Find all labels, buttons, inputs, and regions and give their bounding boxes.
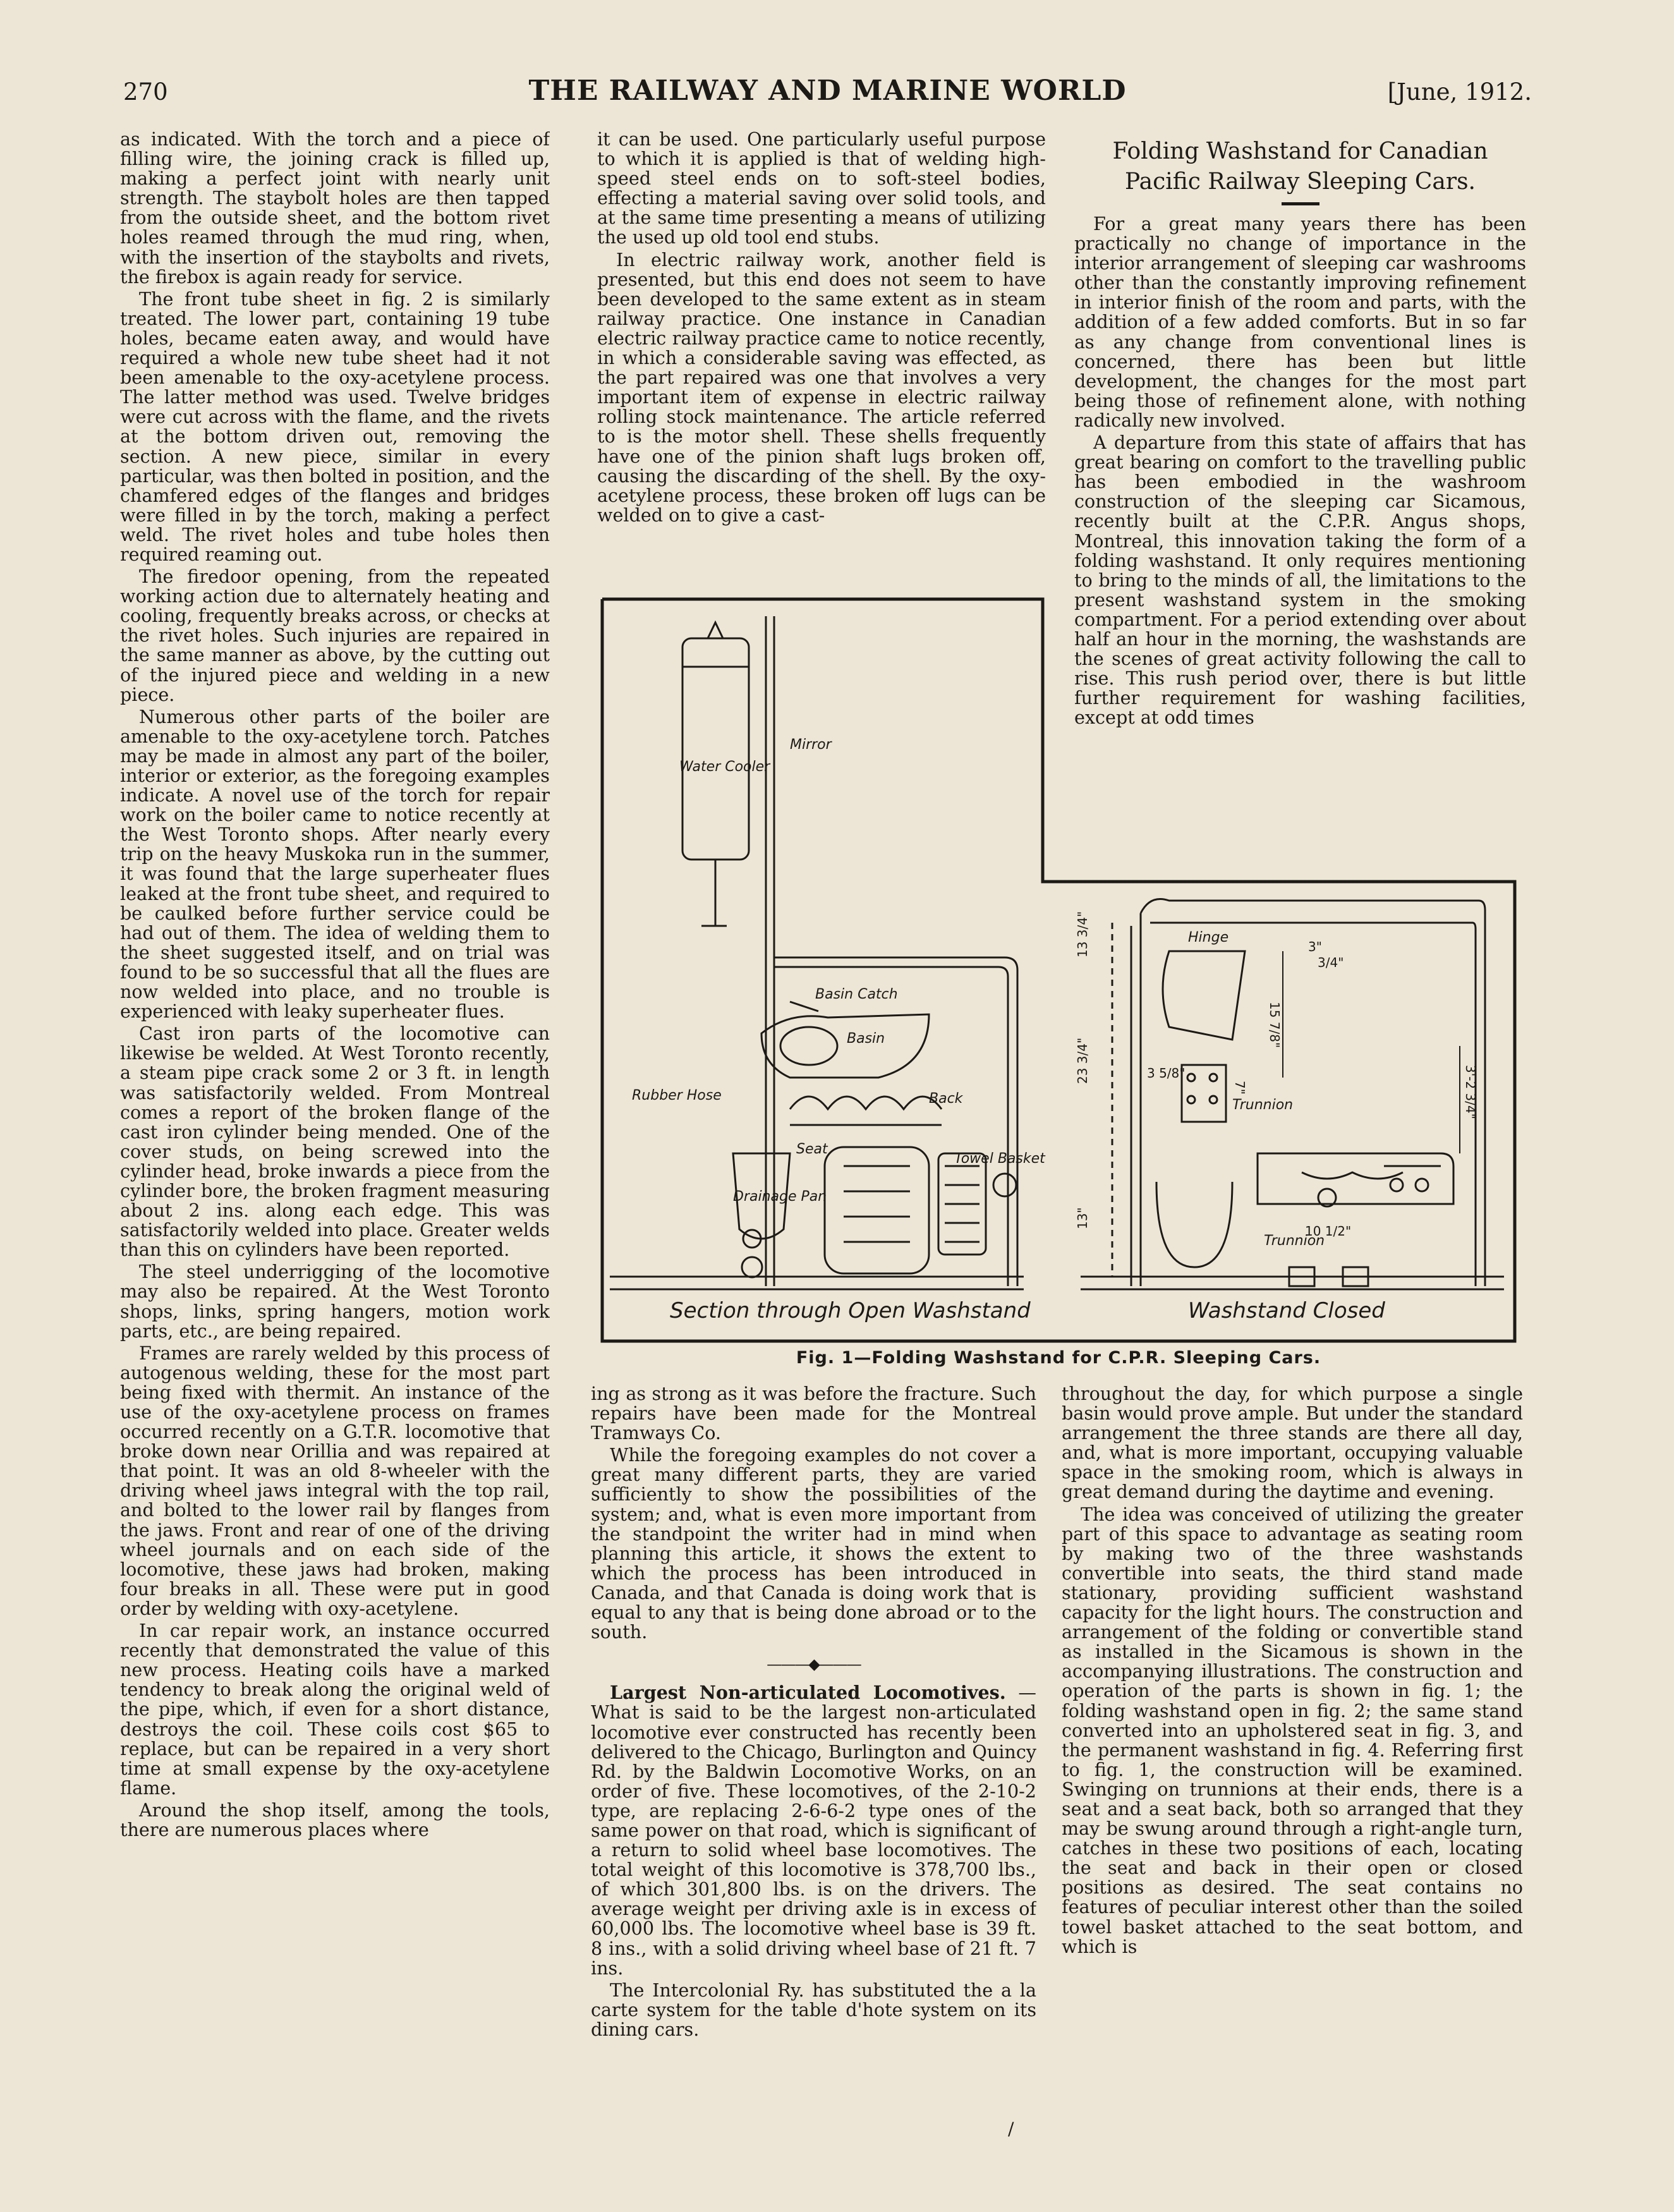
figure-washstand <box>600 597 1517 1343</box>
article-title: Folding Washstand for Canadian Pacific Railway Sleeping Cars. <box>1112 138 1488 195</box>
washstand-drawing <box>600 597 1517 1343</box>
dim-label: 3" <box>1308 939 1322 954</box>
paragraph <box>591 1683 1036 1978</box>
label-seat: Seat <box>796 1141 828 1157</box>
paragraph: throughout the day, for which purpose a single basin would prove ample. But under the standard arrangement the three stands are there all day, and, what is more important, occupying valuable space in the smoking room, which is always in great demand during the daytime and evening. <box>1062 1384 1523 1503</box>
dim-label: 15 7/8" <box>1267 1002 1282 1048</box>
dim-label: 3'-2 3/4" <box>1463 1065 1478 1119</box>
label-drainage-pan: Drainage Pan <box>733 1189 827 1205</box>
column-2-top <box>597 130 1046 597</box>
issue-date: [June, 1912. <box>1387 78 1532 106</box>
paragraph: Numerous other parts of the boiler are amenable to the oxy-acetylene torch. Patches may be made in almost any part of the boiler, interior or exterior, as the foregoing examples indicate. A novel use of the torch for repair work on the boiler came to notice recently at the West Toronto shops. After nearly every trip on the heavy Muskoka run in the summer, it was found that the large superheater flues leaked at the front tube sheet, and required to be caulked before further service could be had out of them. The idea of welding them to the sheet suggested itself, and on trial was found to be so successful that all the flues are now welded into place, and no trouble is experienced with leaky superheater flues. <box>120 705 550 1023</box>
paragraph: The front tube sheet in fig. 2 is similarly treated. The lower part, containing 19 tube holes, became eaten away, and would have required a whole new tube sheet had it not been amenable to the oxy-acetylene process. The latter method was used. Twelve bridges were cut across with the flame, and the rivets at the bottom driven out, removing the section. A new piece, similar in every particular, was then bolted in position, and the chamfered edges of the flanges and bridges were filled in by the torch, making a perfect weld. The rivet holes and tube holes then required reaming out. <box>120 288 550 565</box>
subhead: Largest Non-articulated Locomotives. <box>610 1682 1006 1704</box>
paragraph: The Intercolonial Ry. has substituted the a la carte system for the table d'hote system on its dining cars. <box>591 1979 1036 2040</box>
paragraph: The firedoor opening, from the repeated working action due to alternately heating and cooling, frequently breaks across, or checks at the rivet holes. Such injuries are repaired in the same manner as above, by the cutting out of the injured piece and welding in a new piece. <box>120 566 550 705</box>
title-rule <box>1282 202 1319 205</box>
paragraph: For a great many years there has been practically no change of importance in the interior arrangement of sleeping car washrooms other than the constantly improving refinement in interior finish of the room and parts, with the addition of a few added comforts. But in so far as any change from conventional lines is concerned, there has been but little development, the changes for the most part being those of refinement alone, with nothing radically new involved. <box>1074 213 1526 431</box>
column-1 <box>120 130 550 2076</box>
paragraph: The idea was conceived of utilizing the greater part of this space to advantage as seating room by making two of the three washstands convertible into seats, the third stand made stationary, providing sufficient washstand capacity for the light hours. The construction and arrangement of the folding or convertible stand as installed in the Sicamous is shown in the accompanying illustrations. The construction and operation of the parts is shown in fig. 1; the folding washstand open in fig. 2; the same stand converted into an upholstered seat in fig. 3, and the permanent washstand in fig. 4. Referring first to fig. 1, the construction will be examined. Swinging on trunnions at their ends, there is a seat and a seat back, both so arranged that they may be swung around through a right-angle turn, catches in these two positions of each, locating the seat and back in their open or closed positions as desired. The seat contains no features of peculiar interest other than the soiled towel basket attached to the seat bottom, and which is <box>1062 1503 1523 1957</box>
dim-label: 3/4" <box>1318 955 1344 970</box>
label-hinge: Hinge <box>1188 930 1229 945</box>
dim-label: 23 3/4" <box>1075 1037 1090 1084</box>
dim-label: 13 3/4" <box>1075 911 1090 957</box>
paragraph: While the foregoing examples do not cover a great many different parts, they are varied sufficiently to show the possibilities of the system; and, what is even more important from the standpoint the writer had in mind when planning this article, it shows the extent to which the process has been introduced in Canada, and that Canada is doing work that is equal to any that is being done abroad or to the south. <box>591 1444 1036 1643</box>
label-towel-basket: Towel Basket <box>954 1151 1045 1167</box>
column-3-bottom <box>1062 1384 1523 2076</box>
subhead-text: —What is said to be the largest non-articulated locomotive ever constructed has recently been delivered to the Chicago, Burlington and Quincy Rd. by the Baldwin Locomotive Works, on an order of five. These locomotives, of the 2-10-2 type, are replacing 2-6-6-2 type ones of the same power on that road, which is significant of a return to solid wheel base locomotives. The total weight of this locomotive is 378,700 lbs., of which 301,800 lbs. is on the drivers. The average weight per driving axle is in excess of 60,000 lbs. The locomotive wheel base is 39 ft. 8 ins., with a solid driving wheel base of 21 ft. 7 ins. <box>591 1682 1036 1979</box>
paragraph: Around the shop itself, among the tools, there are numerous places where <box>120 1799 550 1840</box>
dim-label: 13" <box>1075 1207 1090 1229</box>
paragraph: Cast iron parts of the locomotive can likewise be welded. At West Toronto recently, a steam pipe crack some 2 or 3 ft. in length was satisfactorily welded. From Montreal comes a report of the broken flange of the cast iron cylinder being mended. One of the cover studs, on being screwed into the cylinder head, broke inwards a piece from the cylinder bore, the broken fragment measuring about 2 ins. along each edge. This was satisfactorily welded into place. Greater welds than this on cylinders have been reported. <box>120 1023 550 1261</box>
page-header <box>123 75 1532 119</box>
label-basin: Basin <box>847 1031 885 1047</box>
dim-label: 7" <box>1232 1081 1247 1095</box>
label-basin-catch: Basin Catch <box>815 987 898 1002</box>
paragraph: ing as strong as it was before the fracture. Such repairs have been made for the Montreal Tramways Co. <box>591 1384 1036 1444</box>
label-trunnion-upper: Trunnion <box>1232 1097 1294 1113</box>
footer-mark: / <box>1008 2118 1014 2139</box>
figure-right-title: Washstand Closed <box>1188 1298 1385 1323</box>
figure-caption: Fig. 1—Folding Washstand for C.P.R. Sleeping Cars. <box>796 1348 1321 1368</box>
label-water-cooler: Water Cooler <box>679 759 770 775</box>
column-2-bottom <box>591 1384 1036 2076</box>
paragraph: as indicated. With the torch and a piece of filling wire, the joining crack is filled up, making a perfect joint with nearly unit strength. The staybolt holes are then tapped from the outside sheet, and the bottom rivet holes reamed through the mud ring, when, with the insertion of the staybolts and rivets, the firebox is again ready for service. <box>120 130 550 288</box>
paragraph: A departure from this state of affairs that has great bearing on comfort to the travelling public has been embodied in the washroom construction of the sleeping car Sicamous, recently built at the C.P.R. Angus shops, Montreal, this innovation taking the form of a folding washstand. It only requires mentioning to bring to the minds of all, the limitations to the present washstand system in the smoking compartment. For a period extending over about half an hour in the morning, the washstands are the scenes of great activity following the call to rise. This rush period over, there is but little further requirement for washing facilities, except at odd times <box>1074 432 1526 729</box>
figure-left-title: Section through Open Washstand <box>670 1298 1031 1323</box>
dim-label: 3 5/8" <box>1147 1066 1186 1081</box>
paragraph: it can be used. One particularly useful purpose to which it is applied is that of welding high-speed steel ends on to soft-steel bodies, effecting a material saving over solid tools, and at the same time presenting a means of utilizing the used up old tool end stubs. <box>597 130 1046 248</box>
label-mirror: Mirror <box>790 737 832 753</box>
paragraph: The steel underrigging of the locomotive may also be repaired. At the West Toronto shops, links, spring hangers, motion work parts, etc., are being repaired. <box>120 1261 550 1342</box>
masthead-title: THE RAILWAY AND MARINE WORLD <box>528 75 1127 107</box>
section-divider: ———◆——— <box>767 1655 861 1674</box>
label-trunnion-lower: Trunnion <box>1264 1233 1325 1249</box>
paragraph: In car repair work, an instance occurred recently that demonstrated the value of this new process. Heating coils have a marked tendency to break along the original weld of the pipe, which, if even for a short distance, destroys the coil. These coils cost $65 to replace, but can be repaired in a very short time at small expense by the oxy-acetylene flame. <box>120 1620 550 1799</box>
paragraph: Frames are rarely welded by this process of autogenous welding, these for the most part being fixed with thermit. An instance of the use of the oxy-acetylene process on frames occurred recently on a G.T.R. locomotive that broke down near Orillia and was repaired at that point. It was an old 8-wheeler with the driving wheel jaws integral with the top rail, and bolted to the lower rail by flanges from the jaws. Front and rear of one of the driving wheel journals and on each side of the locomotive, these jaws had broken, making four breaks in all. These were put in good order by welding with oxy-acetylene. <box>120 1342 550 1619</box>
dim-label: 10 1/2" <box>1305 1224 1352 1239</box>
label-back: Back <box>929 1091 963 1107</box>
label-rubber-hose: Rubber Hose <box>632 1088 722 1103</box>
page-number: 270 <box>123 78 168 106</box>
paragraph: In electric railway work, another field is presented, but this end does not seem to have been developed to the same extent as in steam railway practice. One instance in Canadian electric railway practice came to notice recently, in which a considerable saving was effected, as the part repaired was one that involves a very important item of expense in electric railway rolling stock maintenance. The article referred to is the motor shell. These shells frequently have one of the pinion shaft lugs broken off, causing the discarding of the shell. By the oxy-acetylene process, these broken off lugs can be welded on to give a cast- <box>597 248 1046 526</box>
